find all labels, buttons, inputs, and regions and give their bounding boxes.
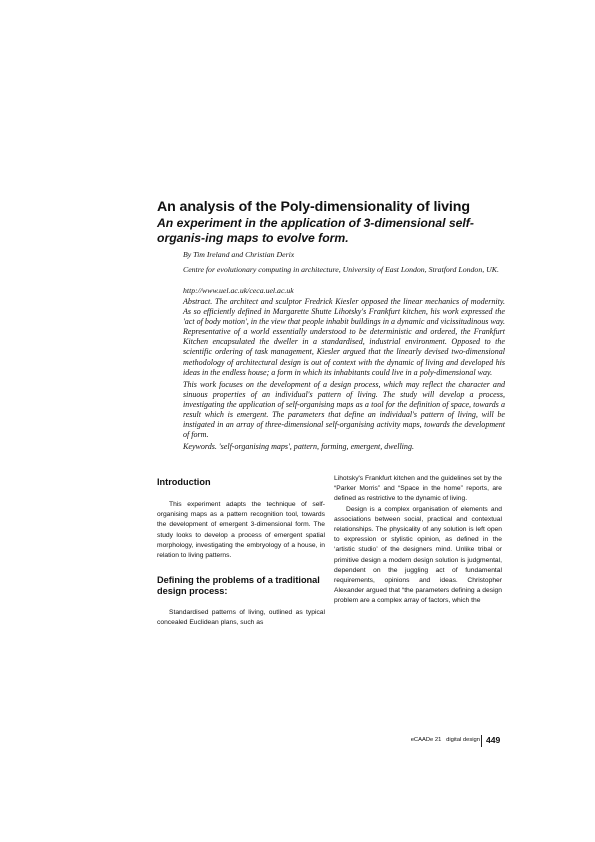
- abstract-paragraph: Abstract. The architect and sculptor Fredrick Kiesler opposed the linear mechanics of modernity. As so efficiently defined in Margarette Shutte Lihotsky's Frankfurt kitchen, his work expressed the 'act of body motion', in the view that people inhabit buildings in a dynamic and vicissitudinous way. Representative of a world essentially understood to be deterministic and ordered, the Frankfurt Kitchen encapsulated the dweller in a standardised, industrial environment. Opposed to the scientific ordering of task management, Kiesler argued that the linearly devised two-dimensional methodology of architectural design is out of context with the dynamic of living and developed his ideas in the endless house; a form in which its inhabitants could live in a poly-dimensional way.: [183, 297, 505, 377]
- footer-journal: [411, 737, 480, 743]
- abstract-block: [183, 297, 505, 454]
- section-heading: Defining the problems of a traditional design process:: [157, 575, 320, 597]
- body-paragraph: Design is a complex organisation of elements and associations between social, practical and contextual relationships. The physicality of any solution is left open to expression or stylistic opinion, as defined in the ‘artistic studio’ of the designers mind. Unlike tribal or primitive design a modern design solution is judgmental, dependent on the juggling act of fundamental requirements, opinions and ideas. Christopher Alexander argued that “the parameters defining a design problem are a complex array of factors, which the: [334, 505, 502, 605]
- keywords: Keywords. 'self-organising maps', pattern, forming, emergent, dwelling.: [183, 442, 414, 452]
- journal-name: eCAADe 21: [410, 737, 442, 743]
- body-column-left: [157, 474, 325, 629]
- body-paragraph: This experiment adapts the technique of self-organising maps as a pattern recognition tool, towards the development of emergent 3-dimensional form. The study looks to develop a process of emergent spatial morphology, investigating the embryology of a house, in relation to living patterns.: [157, 501, 325, 560]
- page-number: 449: [486, 735, 501, 745]
- footer-divider: [481, 735, 482, 747]
- section-heading: Introduction: [157, 477, 211, 487]
- abstract-paragraph: This work focuses on the development of a design process, which may reflect the character and sinuous properties of an individual's pattern of living. The study will develop a process, investigating the application of self-organising maps as a tool for the definition of space, towards a result which is emergent. The parameters that define an individual's pattern of living, will be instigated in an array of three-dimensional self-organising activity maps, towards the development of form.: [183, 379, 505, 440]
- paper-subtitle: An experiment in the application of 3-dimensional self-organis-ing maps to evolve form.: [157, 216, 474, 245]
- body-column-right: [334, 474, 502, 607]
- author-byline: By Tim Ireland and Christian Derix: [183, 250, 295, 259]
- section-name: digital design: [446, 737, 480, 743]
- body-paragraph: Lihotsky's Frankfurt kitchen and the guidelines set by the “Parker Morris” and “Space in the home” reports, are defined as restrictive to the dynamic of living.: [334, 475, 502, 503]
- author-url[interactable]: http://www.uel.ac.uk/ceca.uel.ac.uk: [183, 286, 294, 295]
- body-paragraph: Standardised patterns of living, outlined as typical concealed Euclidean plans, such as: [157, 609, 325, 627]
- author-affiliation: Centre for evolutionary computing in architecture, University of East London, Stratford London, UK.: [183, 265, 499, 274]
- paper-title: An analysis of the Poly-dimensionality of living: [157, 199, 470, 215]
- page-footer: [395, 735, 505, 747]
